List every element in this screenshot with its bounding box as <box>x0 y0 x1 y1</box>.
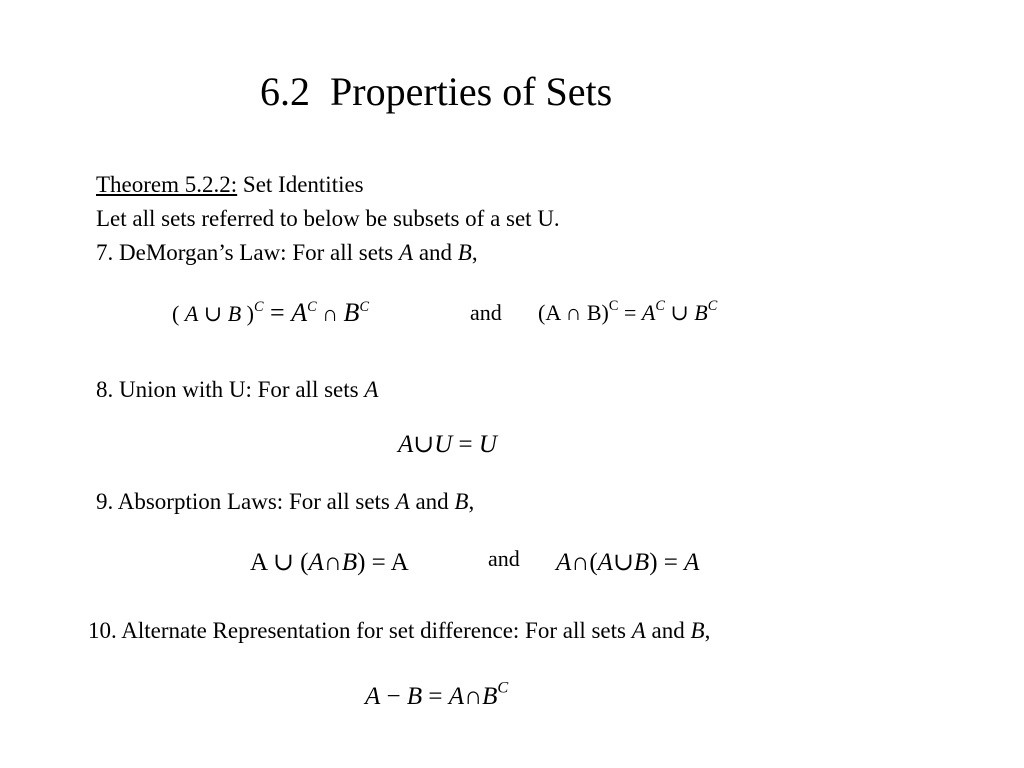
law9-var-b: B <box>454 489 469 514</box>
law9-eq1-equals: = <box>365 549 391 576</box>
law10-eq-a1: A <box>365 683 381 710</box>
law7-eq1-close: ) <box>241 301 254 326</box>
law10-suffix: , <box>704 618 711 643</box>
law10-statement <box>88 618 710 644</box>
theorem-label: Theorem 5.2.2: <box>96 172 238 197</box>
law9-prefix: 9. Absorption Laws: For all sets <box>96 489 396 514</box>
law10-prefix: 10. Alternate Representation for set difference: For all sets <box>88 618 632 643</box>
law10-eq-a2: A <box>448 683 465 710</box>
law7-middle: and <box>413 240 458 265</box>
law8-eq-a: A <box>398 431 414 458</box>
law9-eq2-a1: A <box>556 549 572 576</box>
law10-eq-b2: B <box>482 683 498 710</box>
law9-eq1-a1: A <box>250 549 267 576</box>
law9-eq2-equals: = <box>657 549 685 576</box>
law10-eq-equals: = <box>422 683 449 710</box>
law10-equation <box>365 678 509 710</box>
law9-suffix: , <box>468 489 475 514</box>
law10-middle: and <box>645 618 691 643</box>
law8-equation <box>398 432 497 457</box>
law7-suffix: , <box>471 240 478 265</box>
law7-eq1-equals: = <box>263 298 292 327</box>
law9-eq1-a3: A <box>390 549 409 576</box>
law9-equation-2 <box>556 550 699 575</box>
law7-eq1-sup2: C <box>307 299 317 315</box>
law9-eq1-a2: A <box>308 549 324 576</box>
law7-equation-1 <box>172 300 369 326</box>
law7-eq1-b1: B <box>227 301 242 326</box>
law8-eq-u1: U <box>434 431 453 458</box>
law7-eq2-sup2: C <box>655 298 665 314</box>
law7-equation-2 <box>538 298 718 325</box>
law10-var-b: B <box>690 618 705 643</box>
law9-eq1-b: B <box>341 549 358 576</box>
law7-eq1-sup3: C <box>359 299 369 315</box>
law7-prefix: 7. DeMorgan’s Law: For all sets <box>96 240 400 265</box>
law9-eq2-intersect: ∩ <box>571 549 590 576</box>
law9-eq1-intersect: ∩ <box>323 549 342 576</box>
law10-eq-minus: − <box>380 683 407 710</box>
law7-var-a: A <box>399 240 414 265</box>
law10-eq-b1: B <box>406 683 423 710</box>
law9-eq1-union: ∪ <box>266 549 301 576</box>
law7-eq2-lhs: (A ∩ B) <box>538 300 609 325</box>
law9-eq2-open: ( <box>589 549 598 576</box>
law7-eq2-b: B <box>694 300 708 325</box>
law7-eq2-sup3: C <box>707 298 718 314</box>
law7-eq2-a: A <box>641 300 656 325</box>
law9-eq2-union: ∪ <box>612 549 634 576</box>
law9-statement <box>96 489 474 515</box>
theorem-heading <box>96 172 364 198</box>
law8-eq-union: ∪ <box>413 431 435 458</box>
law10-eq-sup: C <box>497 678 509 697</box>
law9-conjunction: and <box>488 546 520 571</box>
law8-var-a: A <box>364 377 379 402</box>
law7-eq2-sup1: C <box>608 298 619 314</box>
law10-eq-intersect: ∩ <box>464 683 483 710</box>
law8-eq-u2: U <box>478 431 497 458</box>
law7-eq1-intersect: ∩ <box>316 301 344 326</box>
law9-var-a: A <box>395 489 410 514</box>
law8-eq-equals: = <box>452 431 479 458</box>
law10-var-a: A <box>631 618 646 643</box>
law9-eq2-a3: A <box>684 549 700 576</box>
theorem-name: Set Identities <box>237 172 364 197</box>
law9-eq2-b: B <box>633 549 650 576</box>
law8-statement <box>96 377 378 403</box>
law9-middle: and <box>409 489 455 514</box>
law8-prefix: 8. Union with U: For all sets <box>96 377 365 402</box>
law9-equation-1 <box>250 550 409 575</box>
law7-var-b: B <box>457 240 472 265</box>
law9-eq2-a2: A <box>597 549 613 576</box>
law9-eq2-close: ) <box>649 549 658 576</box>
law7-eq1-a1: A <box>184 301 199 326</box>
slide-title: 6.2 Properties of Sets <box>260 69 613 114</box>
law7-eq2-union: ∪ <box>664 300 695 325</box>
law7-eq2-equals: = <box>618 300 642 325</box>
law7-eq1-sup1: C <box>254 299 264 315</box>
law7-statement <box>96 240 478 266</box>
law9-eq1-open: ( <box>300 549 309 576</box>
law9-eq1-close: ) <box>357 549 366 576</box>
law7-eq1-a2: A <box>291 298 308 327</box>
theorem-intro: Let all sets referred to below be subsets of a set U. <box>96 206 560 231</box>
law7-eq1-union: ∪ <box>198 301 228 326</box>
law7-eq1-open: ( <box>172 301 185 326</box>
law7-eq1-b2: B <box>343 298 360 327</box>
law7-conjunction: and <box>470 300 502 325</box>
